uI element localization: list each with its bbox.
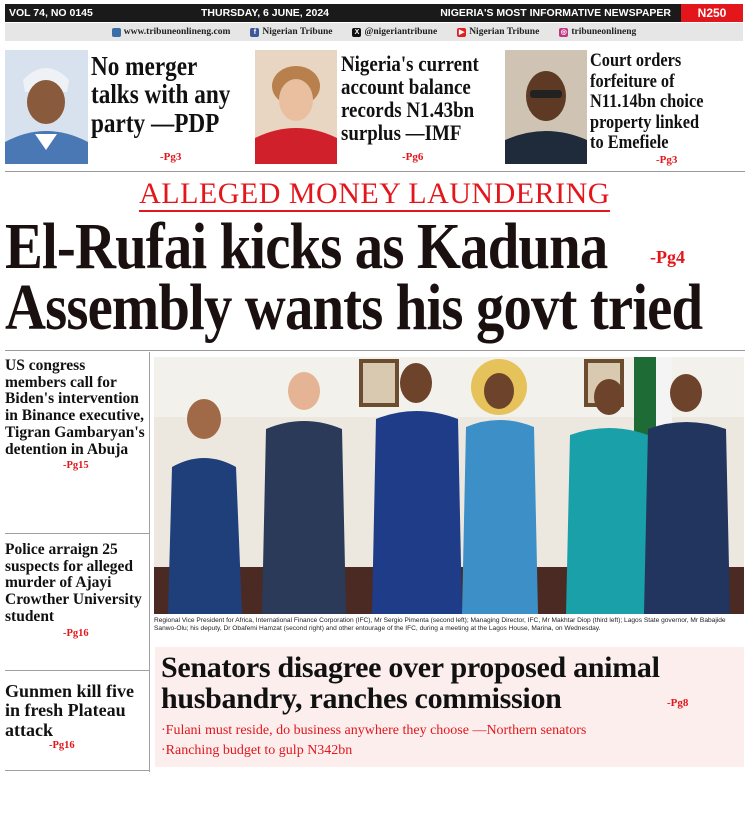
teaser-headline-1[interactable]: No merger talks with any party —PDP [91,51,231,138]
social-facebook[interactable]: f Nigerian Tribune [250,27,332,37]
divider [5,533,150,534]
teaser-row [5,46,745,170]
photo-caption: Regional Vice President for Africa, International Finance Corporation (IFC), Mr Sergio Pimenta (second left); Managing Director, IFC, Mr Makhtar Diop (third left); Lagos State governor, Mr Babajide Sanwo-Olu; his deputy, Dr Obafemi Hamzat (second right) and other entourage of the IFC, during a meeting at the Lagos House, Marina, on Wednesday. [154,617,726,633]
divider [5,670,150,671]
lead-kicker: ALLEGED MONEY LAUNDERING [139,177,610,210]
instagram-icon: ◎ [560,28,567,36]
globe-icon [112,28,121,37]
side-story-page: -Pg15 [63,460,89,472]
social-youtube[interactable]: ▶ Nigerian Tribune [458,27,540,37]
side-story-headline: Police arraign 25 suspects for alleged murder of Ajayi Crowther University student [5,541,142,625]
social-website[interactable]: www.tribuneonlineng.com [112,27,231,37]
side-story-headline: US congress members call for Biden's intervention in Binance executive, Tigran Gambaryan's detention in Abuja [5,357,145,458]
teaser-headline-3[interactable]: Court orders forfeiture of N11.14bn choice property linked to Emefiele [590,50,704,154]
facebook-icon: f [250,28,259,37]
meeting-photo [154,357,744,614]
emefiele-photo [505,50,587,164]
senators-bullet-2: ·Ranching budget to gulp N342bn [161,743,353,758]
side-story-3[interactable] [5,682,150,751]
social-x[interactable]: X @nigeriantribune [352,27,437,37]
lead-headline-line1[interactable]: El-Rufai kicks as Kaduna [5,210,608,283]
lead-page: -Pg4 [650,247,685,267]
side-stories-column [5,352,150,772]
imf-official-photo [255,50,337,164]
teaser-headline-2[interactable]: Nigeria's current account balance records N1.43bn surplus —IMF [341,51,479,146]
side-story-page: -Pg16 [63,627,89,639]
divider [5,171,745,172]
teaser-page-2: -Pg6 [402,151,424,163]
divider [5,770,150,771]
lead-headline-line2[interactable]: Assembly wants his govt tried [5,271,703,344]
social-strip [5,23,743,41]
side-story-2[interactable] [5,542,150,639]
price-badge: N250 [681,4,743,22]
divider [5,350,745,351]
senators-headline: Senators disagree over proposed animal husbandry, ranches commission [161,651,660,715]
senators-story-box[interactable] [155,647,744,767]
side-story-1[interactable] [5,358,150,471]
slogan: NIGERIA'S MOST INFORMATIVE NEWSPAPER [440,7,671,19]
teaser-page-3: -Pg3 [656,154,678,166]
pdp-official-photo [5,50,88,164]
teaser-page-1: -Pg3 [160,151,182,163]
youtube-icon: ▶ [458,28,465,36]
senators-bullet-1: ·Fulani must reside, do business anywhere they choose —Northern senators [161,723,587,738]
issue-date: THURSDAY, 6 JUNE, 2024 [201,7,329,19]
x-icon: X [352,28,361,37]
social-instagram[interactable]: ◎ tribuneonlineng [560,27,637,37]
side-story-headline: Gunmen kill five in fresh Plateau attack [5,681,135,740]
volume-number: VOL 74, NO 0145 [9,7,93,19]
masthead-strip [5,4,743,22]
senators-page: -Pg8 [667,697,689,709]
side-story-page: -Pg16 [49,740,75,752]
